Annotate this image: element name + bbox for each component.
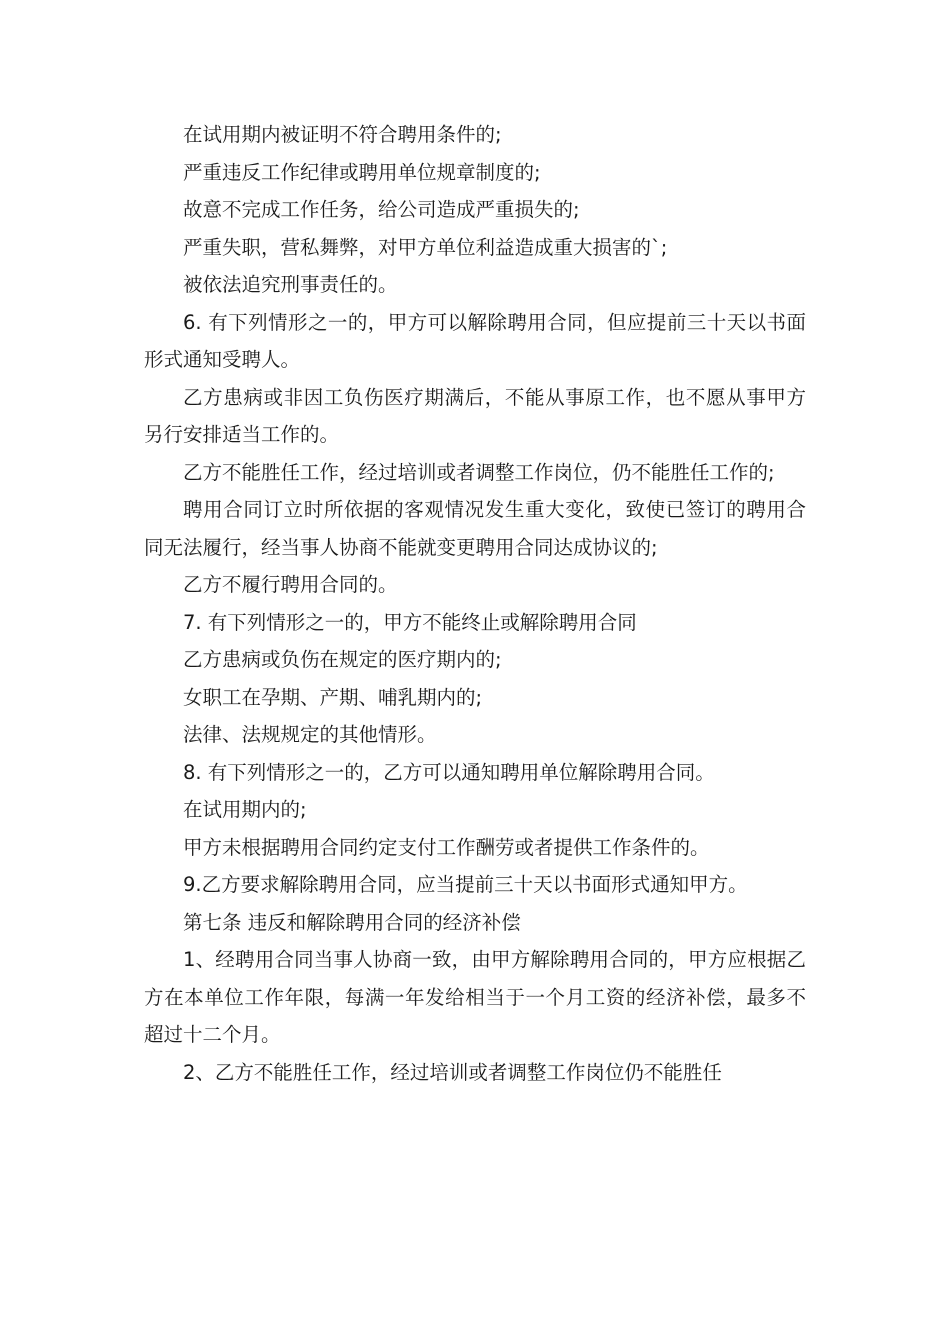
paragraph: 乙方患病或负伤在规定的医疗期内的; — [183, 648, 502, 671]
section-heading: 第七条 违反和解除聘用合同的经济补偿 — [183, 910, 521, 934]
paragraph: 严重违反工作纪律或聘用单位规章制度的; — [183, 160, 541, 184]
paragraph: 1、经聘用合同当事人协商一致，由甲方解除聘用合同的，甲方应根据乙方在本单位工作年限，每满一年发给相当于一个月工资的经济补偿，最多不超过十二个月。 — [144, 948, 806, 1046]
paragraph: 严重失职，营私舞弊，对甲方单位利益造成重大损害的`; — [183, 235, 668, 259]
paragraph: 9.乙方要求解除聘用合同，应当提前三十天以书面形式通知甲方。 — [183, 873, 748, 896]
paragraph: 乙方不能胜任工作，经过培训或者调整工作岗位，仍不能胜任工作的; — [183, 460, 775, 484]
paragraph: 甲方未根据聘用合同约定支付工作酬劳或者提供工作条件的。 — [183, 835, 710, 859]
paragraph: 8. 有下列情形之一的，乙方可以通知聘用单位解除聘用合同。 — [183, 760, 715, 784]
paragraph: 女职工在孕期、产期、哺乳期内的; — [183, 685, 483, 709]
paragraph: 2、乙方不能胜任工作，经过培训或者调整工作岗位仍不能胜任 — [183, 1060, 722, 1084]
document-body — [144, 116, 806, 1091]
paragraph: 乙方不履行聘用合同的。 — [183, 573, 398, 596]
paragraph: 6. 有下列情形之一的，甲方可以解除聘用合同，但应提前三十天以书面形式通知受聘人。 — [144, 310, 806, 371]
paragraph: 法律、法规规定的其他情形。 — [183, 723, 437, 746]
paragraph: 乙方患病或非因工负伤医疗期满后，不能从事原工作，也不愿从事甲方另行安排适当工作的。 — [144, 385, 806, 446]
paragraph: 被依法追究刑事责任的。 — [183, 273, 398, 296]
paragraph: 故意不完成工作任务，给公司造成严重损失的; — [183, 198, 580, 221]
paragraph: 7. 有下列情形之一的，甲方不能终止或解除聘用合同 — [183, 610, 637, 634]
paragraph: 聘用合同订立时所依据的客观情况发生重大变化，致使已签订的聘用合同无法履行，经当事人协商不能就变更聘用合同达成协议的; — [144, 498, 806, 559]
paragraph: 在试用期内被证明不符合聘用条件的; — [183, 123, 502, 146]
paragraph: 在试用期内的; — [183, 798, 307, 821]
